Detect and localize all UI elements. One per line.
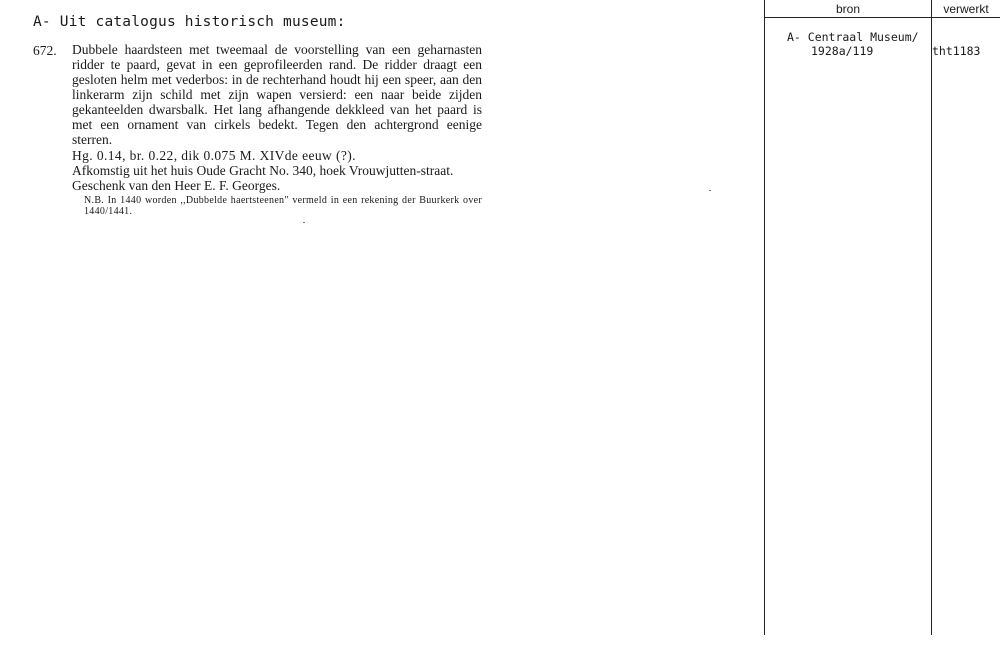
bron-line-1: A- Centraal Museum/ [787,30,919,44]
entry-number: 672. [33,43,57,58]
column-header-bron: bron [835,2,861,16]
table-header-rule [764,17,1000,18]
entry-dimensions: Hg. 0.14, br. 0.22, dik 0.075 M. XIVde eeuw (?). [72,148,356,163]
entry-text [72,42,482,217]
entry-provenance: Afkomstig uit het huis Oude Gracht No. 340, hoek Vrouwjutten-straat. [72,163,454,178]
table-divider-left [764,0,765,635]
bron-line-2: 1928a/119 [811,44,874,58]
column-header-verwerkt: verwerkt [943,2,989,16]
scan-speck [709,190,711,191]
table-divider-middle [931,0,932,635]
entry-note: N.B. In 1440 worden ,,Dubbelde haertsteenen" vermeld in een rekening der Buurkerk over 1440/1441. [84,195,482,217]
verwerkt-cell: tht1183 [932,44,981,58]
scan-speck [303,222,305,223]
bron-cell [787,30,937,58]
entry-description: Dubbele haardsteen met tweemaal de voorstelling van een geharnasten ridder te paard, gevat in een geprofileerden rand. De ridder draagt een gesloten helm met vederbos: in de rechterhand houdt hij een speer, aan den linkerarm zijn schild met zijn wapen versierd: een naar beide zijden gekanteelden dwarsbalk. Het lang afhangende dekkleed van het paard is met een ornament van cirkels bedekt. Tegen den achtergrond eenige sterren. [72,42,482,147]
catalog-heading: A- Uit catalogus historisch museum: [33,14,346,30]
entry-gift: Geschenk van den Heer E. F. Georges. [72,178,281,193]
